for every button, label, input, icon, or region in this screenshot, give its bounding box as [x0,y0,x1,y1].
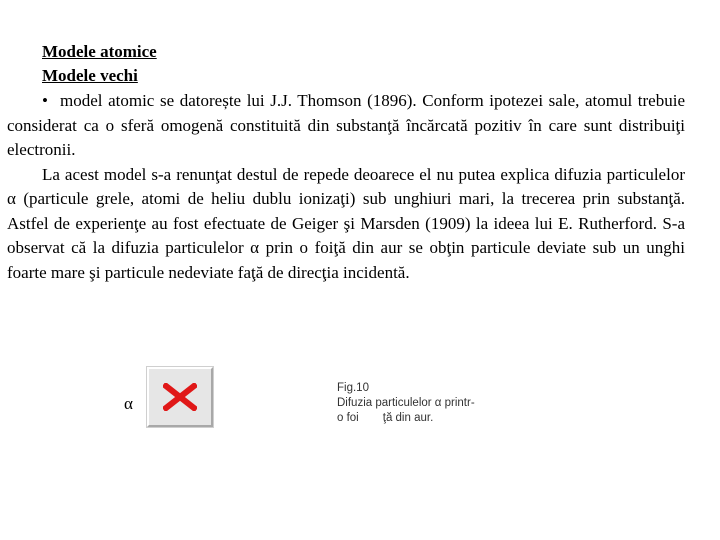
broken-image-placeholder [147,367,213,427]
caption-text-line: Difuzia particulelor α printr- [337,397,475,409]
caption-fragment-start: o foi [337,412,359,424]
figure-number: Fig.10 [337,382,369,394]
paragraph-thomson-text: model atomic se datorește lui J.J. Thomson (1896). Conform ipotezei sale, atomul trebuie considerat ca o sferă omogenă constituită din substanţă încărcată pozitiv în care sunt distribuiţi electronii. [7,91,685,159]
section-subtitle: Modele vechi [42,66,138,85]
bullet-icon: • [42,91,48,110]
body-text [7,89,685,285]
paragraph-thomson-model [7,89,685,163]
figure-alpha-label: α [124,394,133,413]
section-title: Modele atomice [42,42,157,61]
paragraph-rutherford-experiment: La acest model s-a renunţat destul de repede deoarece el nu putea explica difuzia particulelor α (particule grele, atomi de heliu dublu ionizaţi) sub unghiuri mari, la trecerea prin substanţă. Astfel de experienţe au fost efectuate de Geiger şi Marsden (1909) la ideea lui E. Rutherford. S-a observat că la difuzia particulelor α prin o foiţă din aur se obţin particule deviate sub un unghi foarte mare şi particule nedeviate faţă de direcţia incidentă. [7,164,685,282]
caption-text-line-end [337,411,475,426]
figure-caption [337,381,475,426]
caption-fragment-end: ţă din aur. [382,412,434,424]
broken-image-x-icon [163,383,197,411]
